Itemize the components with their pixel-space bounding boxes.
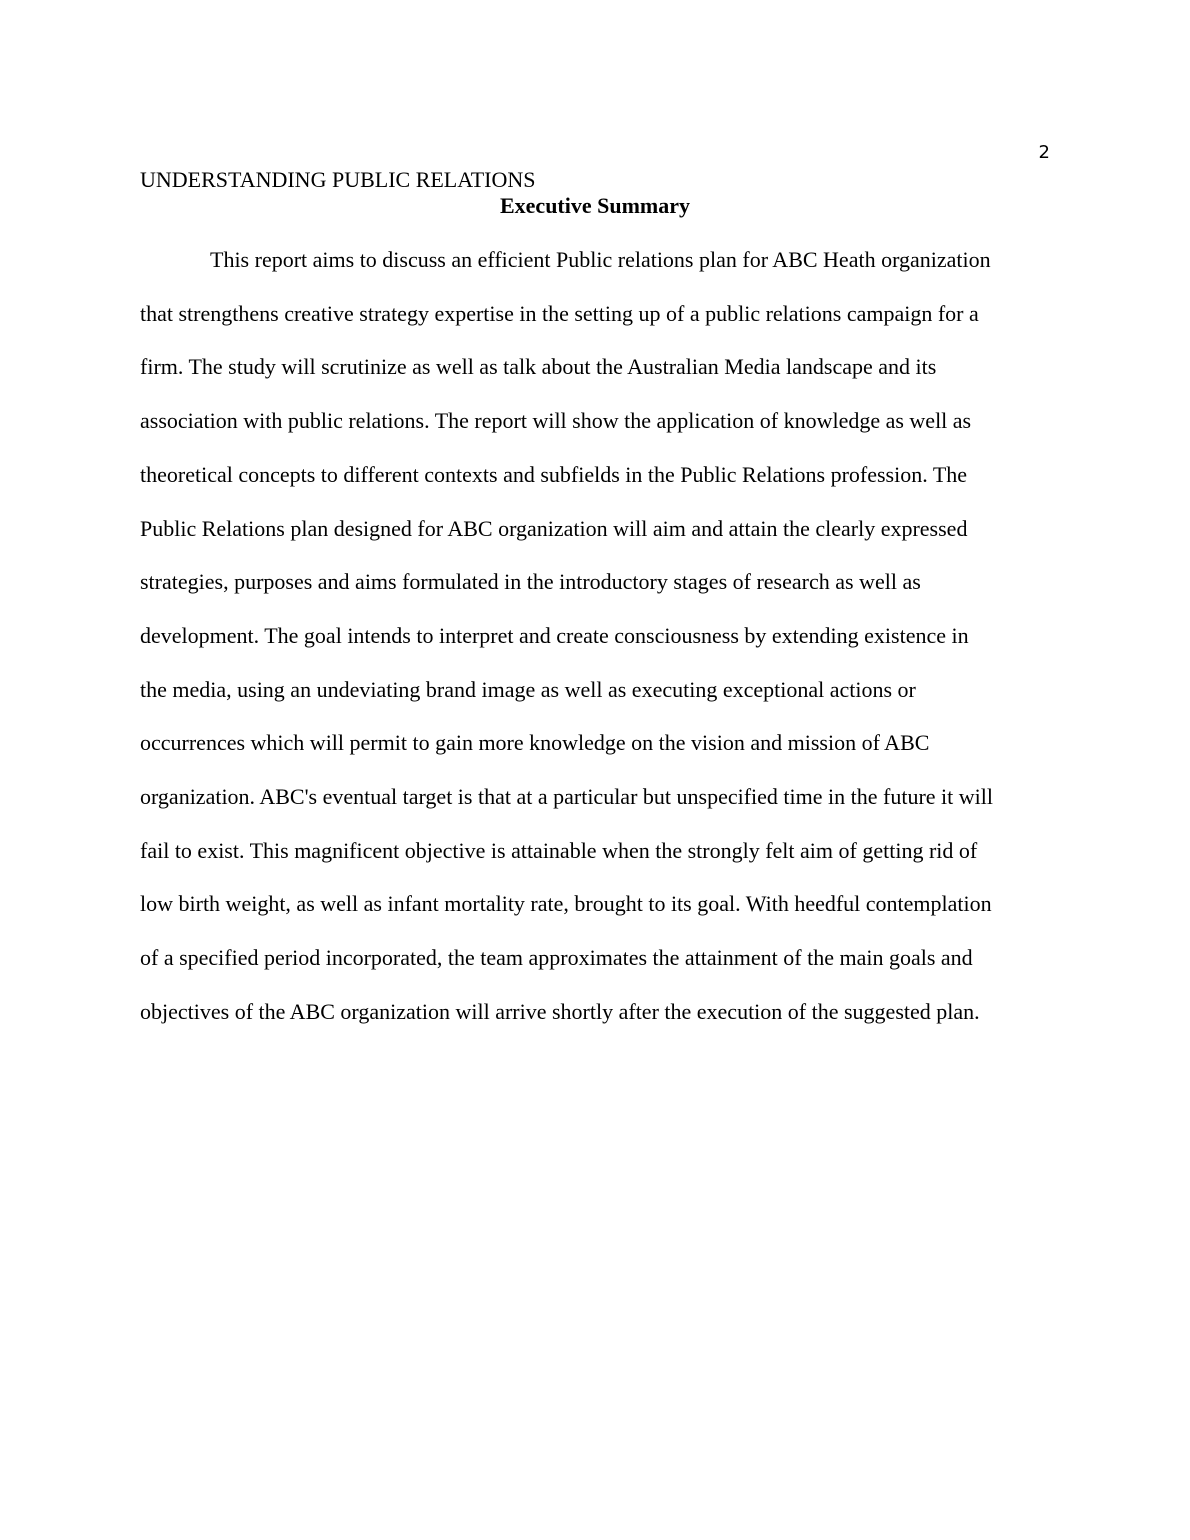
paragraph-line: objectives of the ABC organization will arrive shortly after the execution of the suggested plan. <box>140 998 980 1024</box>
executive-summary-paragraph <box>140 233 1050 1039</box>
paragraph-line: that strengthens creative strategy expertise in the setting up of a public relations campaign for a <box>140 300 979 326</box>
paragraph-line: theoretical concepts to different contexts and subfields in the Public Relations profession. The <box>140 461 968 487</box>
paragraph-line: of a specified period incorporated, the team approximates the attainment of the main goals and <box>140 945 973 971</box>
section-title: Executive Summary <box>499 193 691 218</box>
paragraph-line: association with public relations. The report will show the application of knowledge as well as <box>140 408 972 434</box>
paragraph-line: This report aims to discuss an efficient Public relations plan for ABC Heath organization <box>210 247 991 272</box>
paragraph-line: fail to exist. This magnificent objective is attainable when the strongly felt aim of getting rid of <box>140 837 978 863</box>
paragraph-line: Public Relations plan designed for ABC organization will aim and attain the clearly expressed <box>140 515 968 541</box>
paragraph-line: low birth weight, as well as infant mortality rate, brought to its goal. With heedful contemplation <box>140 891 992 917</box>
paragraph-line: development. The goal intends to interpret and create consciousness by extending existence in <box>140 622 969 648</box>
paragraph-line: firm. The study will scrutinize as well as talk about the Australian Media landscape and its <box>140 354 937 380</box>
running-head: UNDERSTANDING PUBLIC RELATIONS <box>140 167 536 192</box>
paragraph-line: the media, using an undeviating brand image as well as executing exceptional actions or <box>140 676 916 702</box>
paragraph-line: organization. ABC's eventual target is that at a particular but unspecified time in the future it will <box>140 784 993 810</box>
paragraph-line: strategies, purposes and aims formulated in the introductory stages of research as well as <box>140 569 921 595</box>
page-number: 2 <box>1038 142 1050 163</box>
paragraph-line: occurrences which will permit to gain more knowledge on the vision and mission of ABC <box>140 730 930 756</box>
